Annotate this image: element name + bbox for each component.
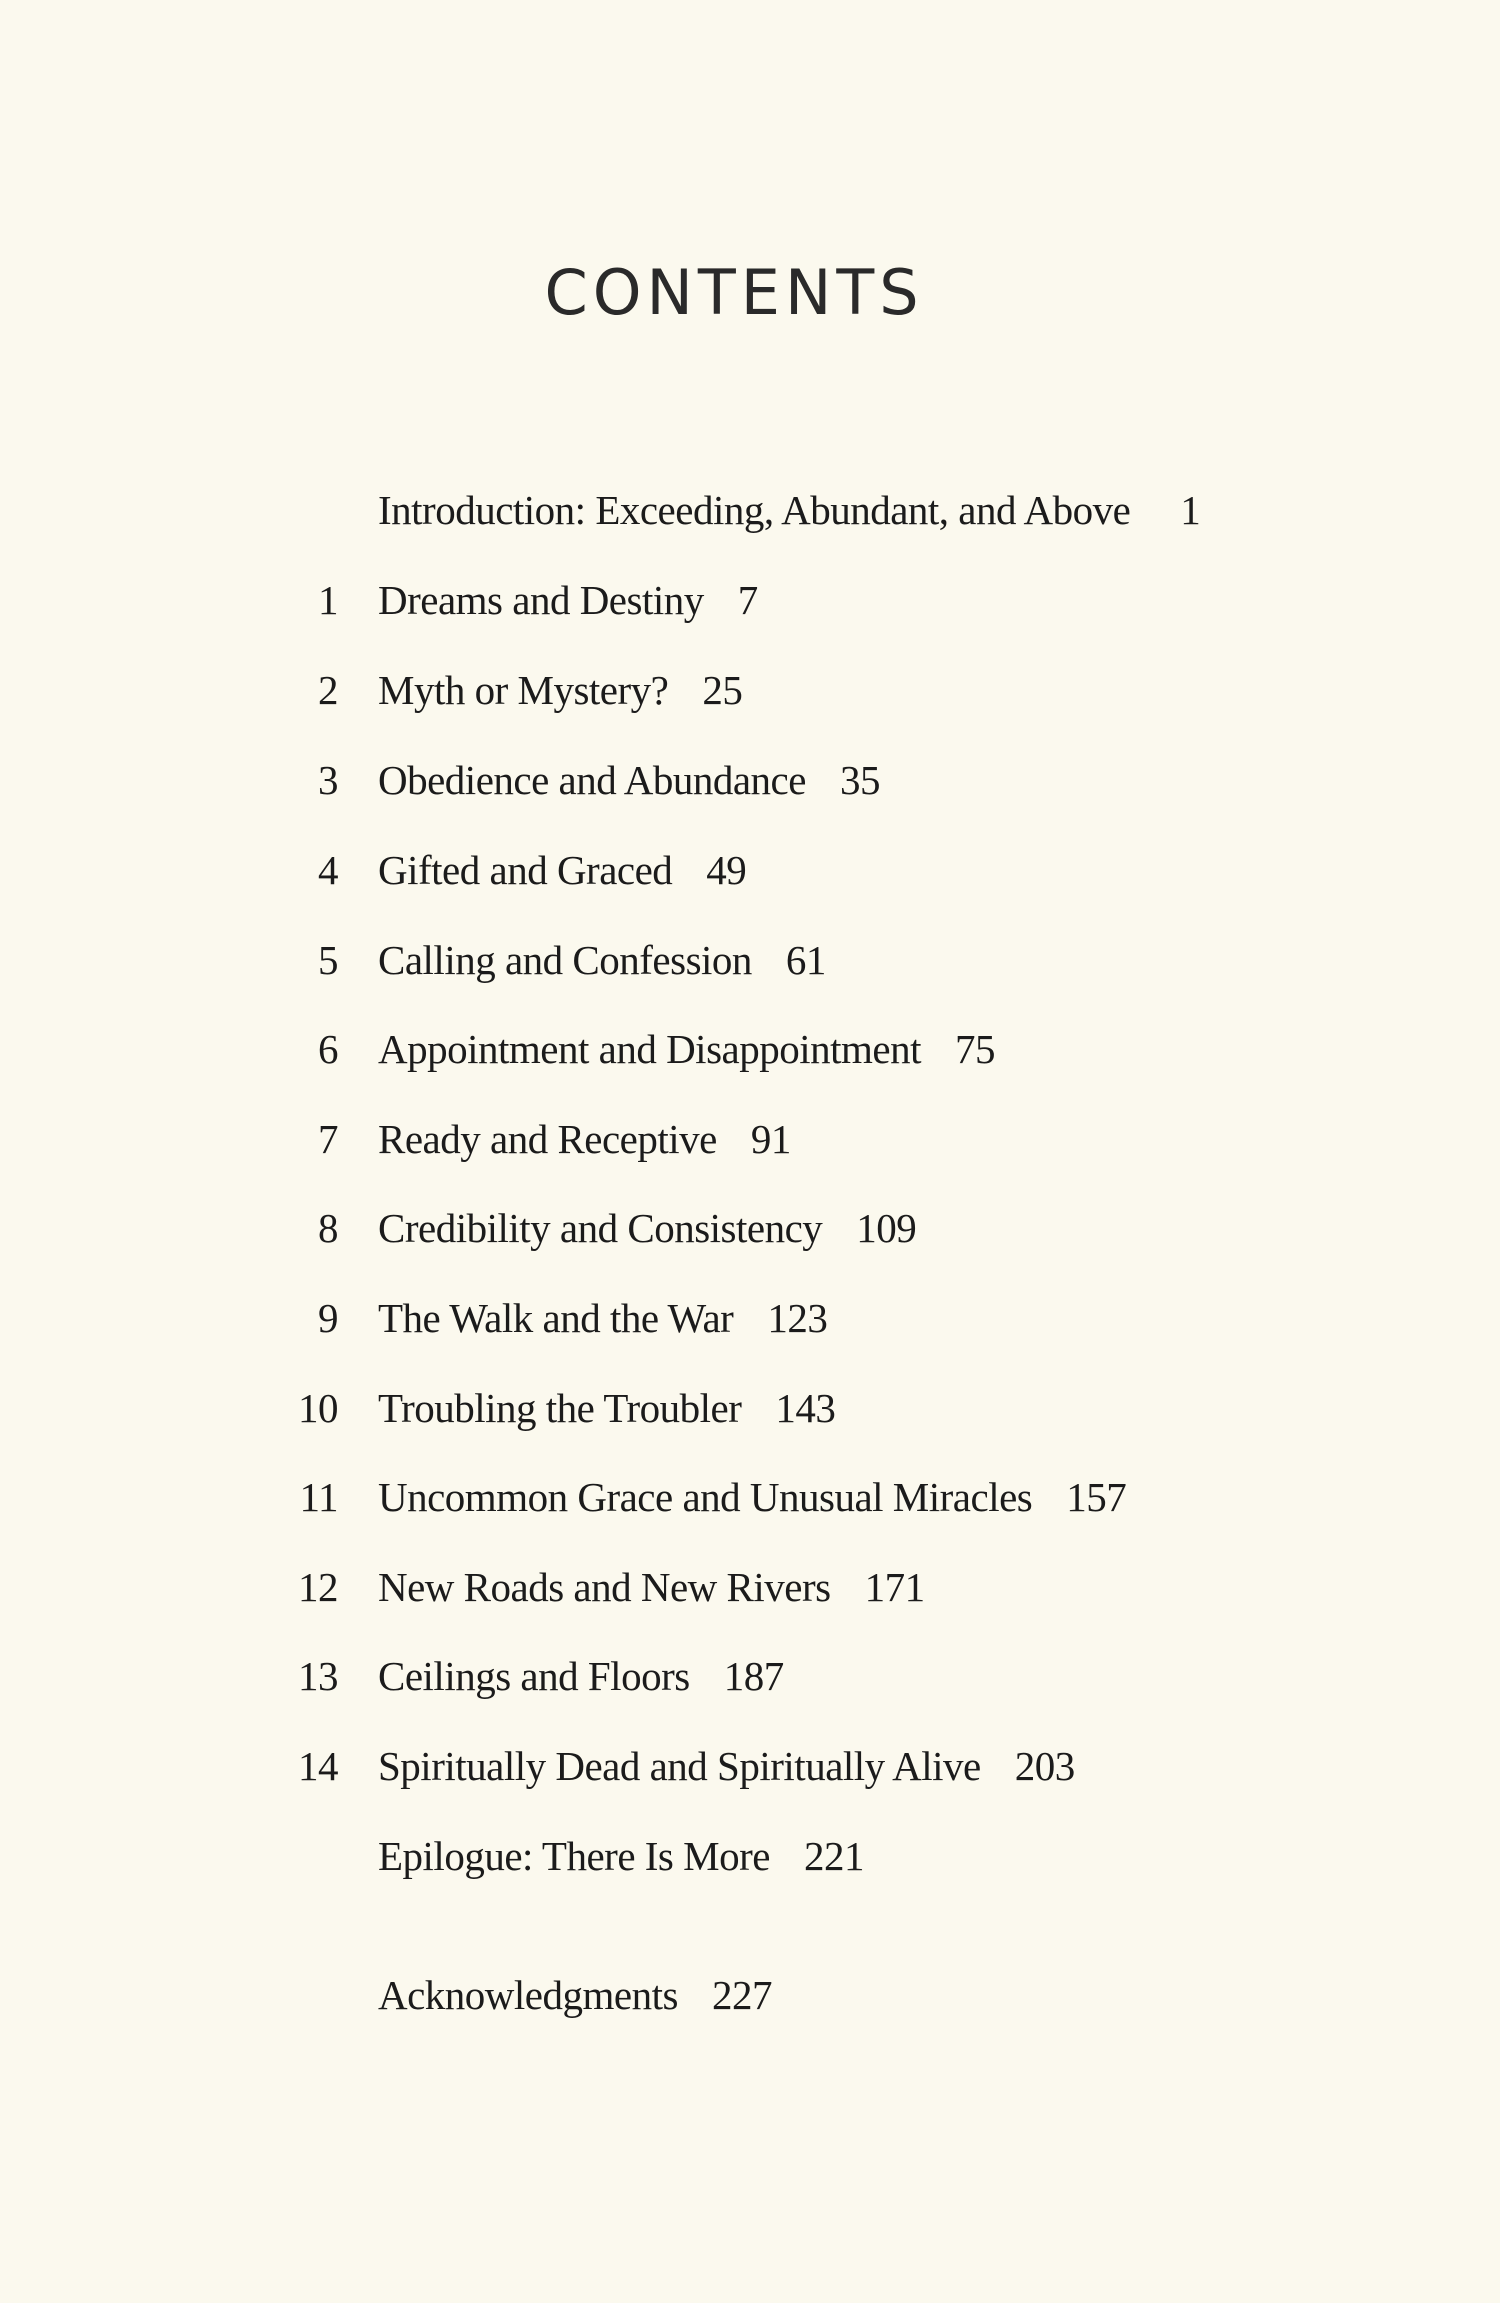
toc-entry-title: Epilogue: There Is More [378, 1833, 770, 1879]
toc-entry-acknowledgments[interactable] [0, 1965, 1500, 2025]
toc-entry-title: The Walk and the War [378, 1295, 734, 1341]
toc-entry-introduction[interactable] [0, 480, 1500, 540]
toc-entry-chapter-8[interactable] [0, 1198, 1500, 1258]
toc-entry-chapter-1[interactable] [0, 570, 1500, 630]
chapter-number: 7 [318, 1116, 338, 1162]
chapter-number: 13 [298, 1653, 338, 1699]
toc-entry-title: Gifted and Graced [378, 847, 673, 893]
toc-entry-page: 109 [856, 1205, 917, 1251]
toc-entry-chapter-2[interactable] [0, 660, 1500, 720]
chapter-number: 5 [318, 937, 338, 983]
toc-entry-title: New Roads and New Rivers [378, 1564, 831, 1610]
page-title: CONTENTS [544, 255, 924, 329]
toc-entry-page: 157 [1066, 1474, 1127, 1520]
chapter-number: 8 [318, 1205, 338, 1251]
toc-entry-title: Troubling the Troubler [378, 1385, 742, 1431]
chapter-number: 10 [298, 1385, 338, 1431]
toc-entry-page: 75 [954, 1026, 995, 1072]
chapter-number: 11 [299, 1474, 338, 1520]
toc-entry-chapter-14[interactable] [0, 1736, 1500, 1796]
toc-entry-title: Credibility and Consistency [378, 1205, 823, 1251]
toc-entry-chapter-13[interactable] [0, 1646, 1500, 1706]
toc-entry-title: Ready and Receptive [378, 1116, 717, 1162]
chapter-number: 4 [318, 847, 338, 893]
chapter-number: 2 [318, 667, 338, 713]
toc-entry-page: 203 [1014, 1743, 1075, 1789]
toc-entry-page: 1 [1180, 487, 1201, 533]
toc-entry-title: Introduction: Exceeding, Abundant, and Above [378, 487, 1131, 533]
toc-entry-chapter-4[interactable] [0, 840, 1500, 900]
toc-entry-title: Acknowledgments [378, 1972, 678, 2018]
toc-entry-chapter-11[interactable] [0, 1467, 1500, 1527]
chapter-number: 9 [318, 1295, 338, 1341]
toc-entry-title: Uncommon Grace and Unusual Miracles [378, 1474, 1033, 1520]
toc-entry-title: Obedience and Abundance [378, 757, 806, 803]
toc-entry-page: 25 [702, 667, 743, 713]
toc-entry-chapter-10[interactable] [0, 1378, 1500, 1438]
toc-entry-title: Calling and Confession [378, 937, 752, 983]
toc-entry-chapter-9[interactable] [0, 1288, 1500, 1348]
toc-entry-chapter-7[interactable] [0, 1109, 1500, 1169]
toc-entry-page: 221 [803, 1833, 864, 1879]
chapter-number: 3 [318, 757, 338, 803]
toc-entry-page: 187 [723, 1653, 784, 1699]
toc-entry-title: Dreams and Destiny [378, 577, 704, 623]
toc-entry-title: Spiritually Dead and Spiritually Alive [378, 1743, 981, 1789]
chapter-number: 6 [318, 1026, 338, 1072]
toc-entry-chapter-3[interactable] [0, 750, 1500, 810]
chapter-number: 1 [318, 577, 338, 623]
toc-entry-page: 227 [711, 1972, 772, 2018]
toc-entry-page: 35 [839, 757, 880, 803]
toc-entry-title: Myth or Mystery? [378, 667, 669, 713]
toc-entry-page: 7 [737, 577, 758, 623]
toc-entry-epilogue[interactable] [0, 1826, 1500, 1886]
toc-entry-title: Appointment and Disappointment [378, 1026, 921, 1072]
toc-entry-title: Ceilings and Floors [378, 1653, 690, 1699]
chapter-number: 14 [298, 1743, 338, 1789]
toc-entry-page: 143 [775, 1385, 836, 1431]
toc-entry-page: 61 [785, 937, 826, 983]
toc-entry-page: 49 [706, 847, 747, 893]
chapter-number: 12 [298, 1564, 338, 1610]
toc-entry-page: 123 [767, 1295, 828, 1341]
toc-entry-chapter-12[interactable] [0, 1557, 1500, 1617]
toc-entry-page: 171 [864, 1564, 925, 1610]
toc-entry-page: 91 [750, 1116, 791, 1162]
toc-entry-chapter-5[interactable] [0, 930, 1500, 990]
toc-entry-chapter-6[interactable] [0, 1019, 1500, 1079]
